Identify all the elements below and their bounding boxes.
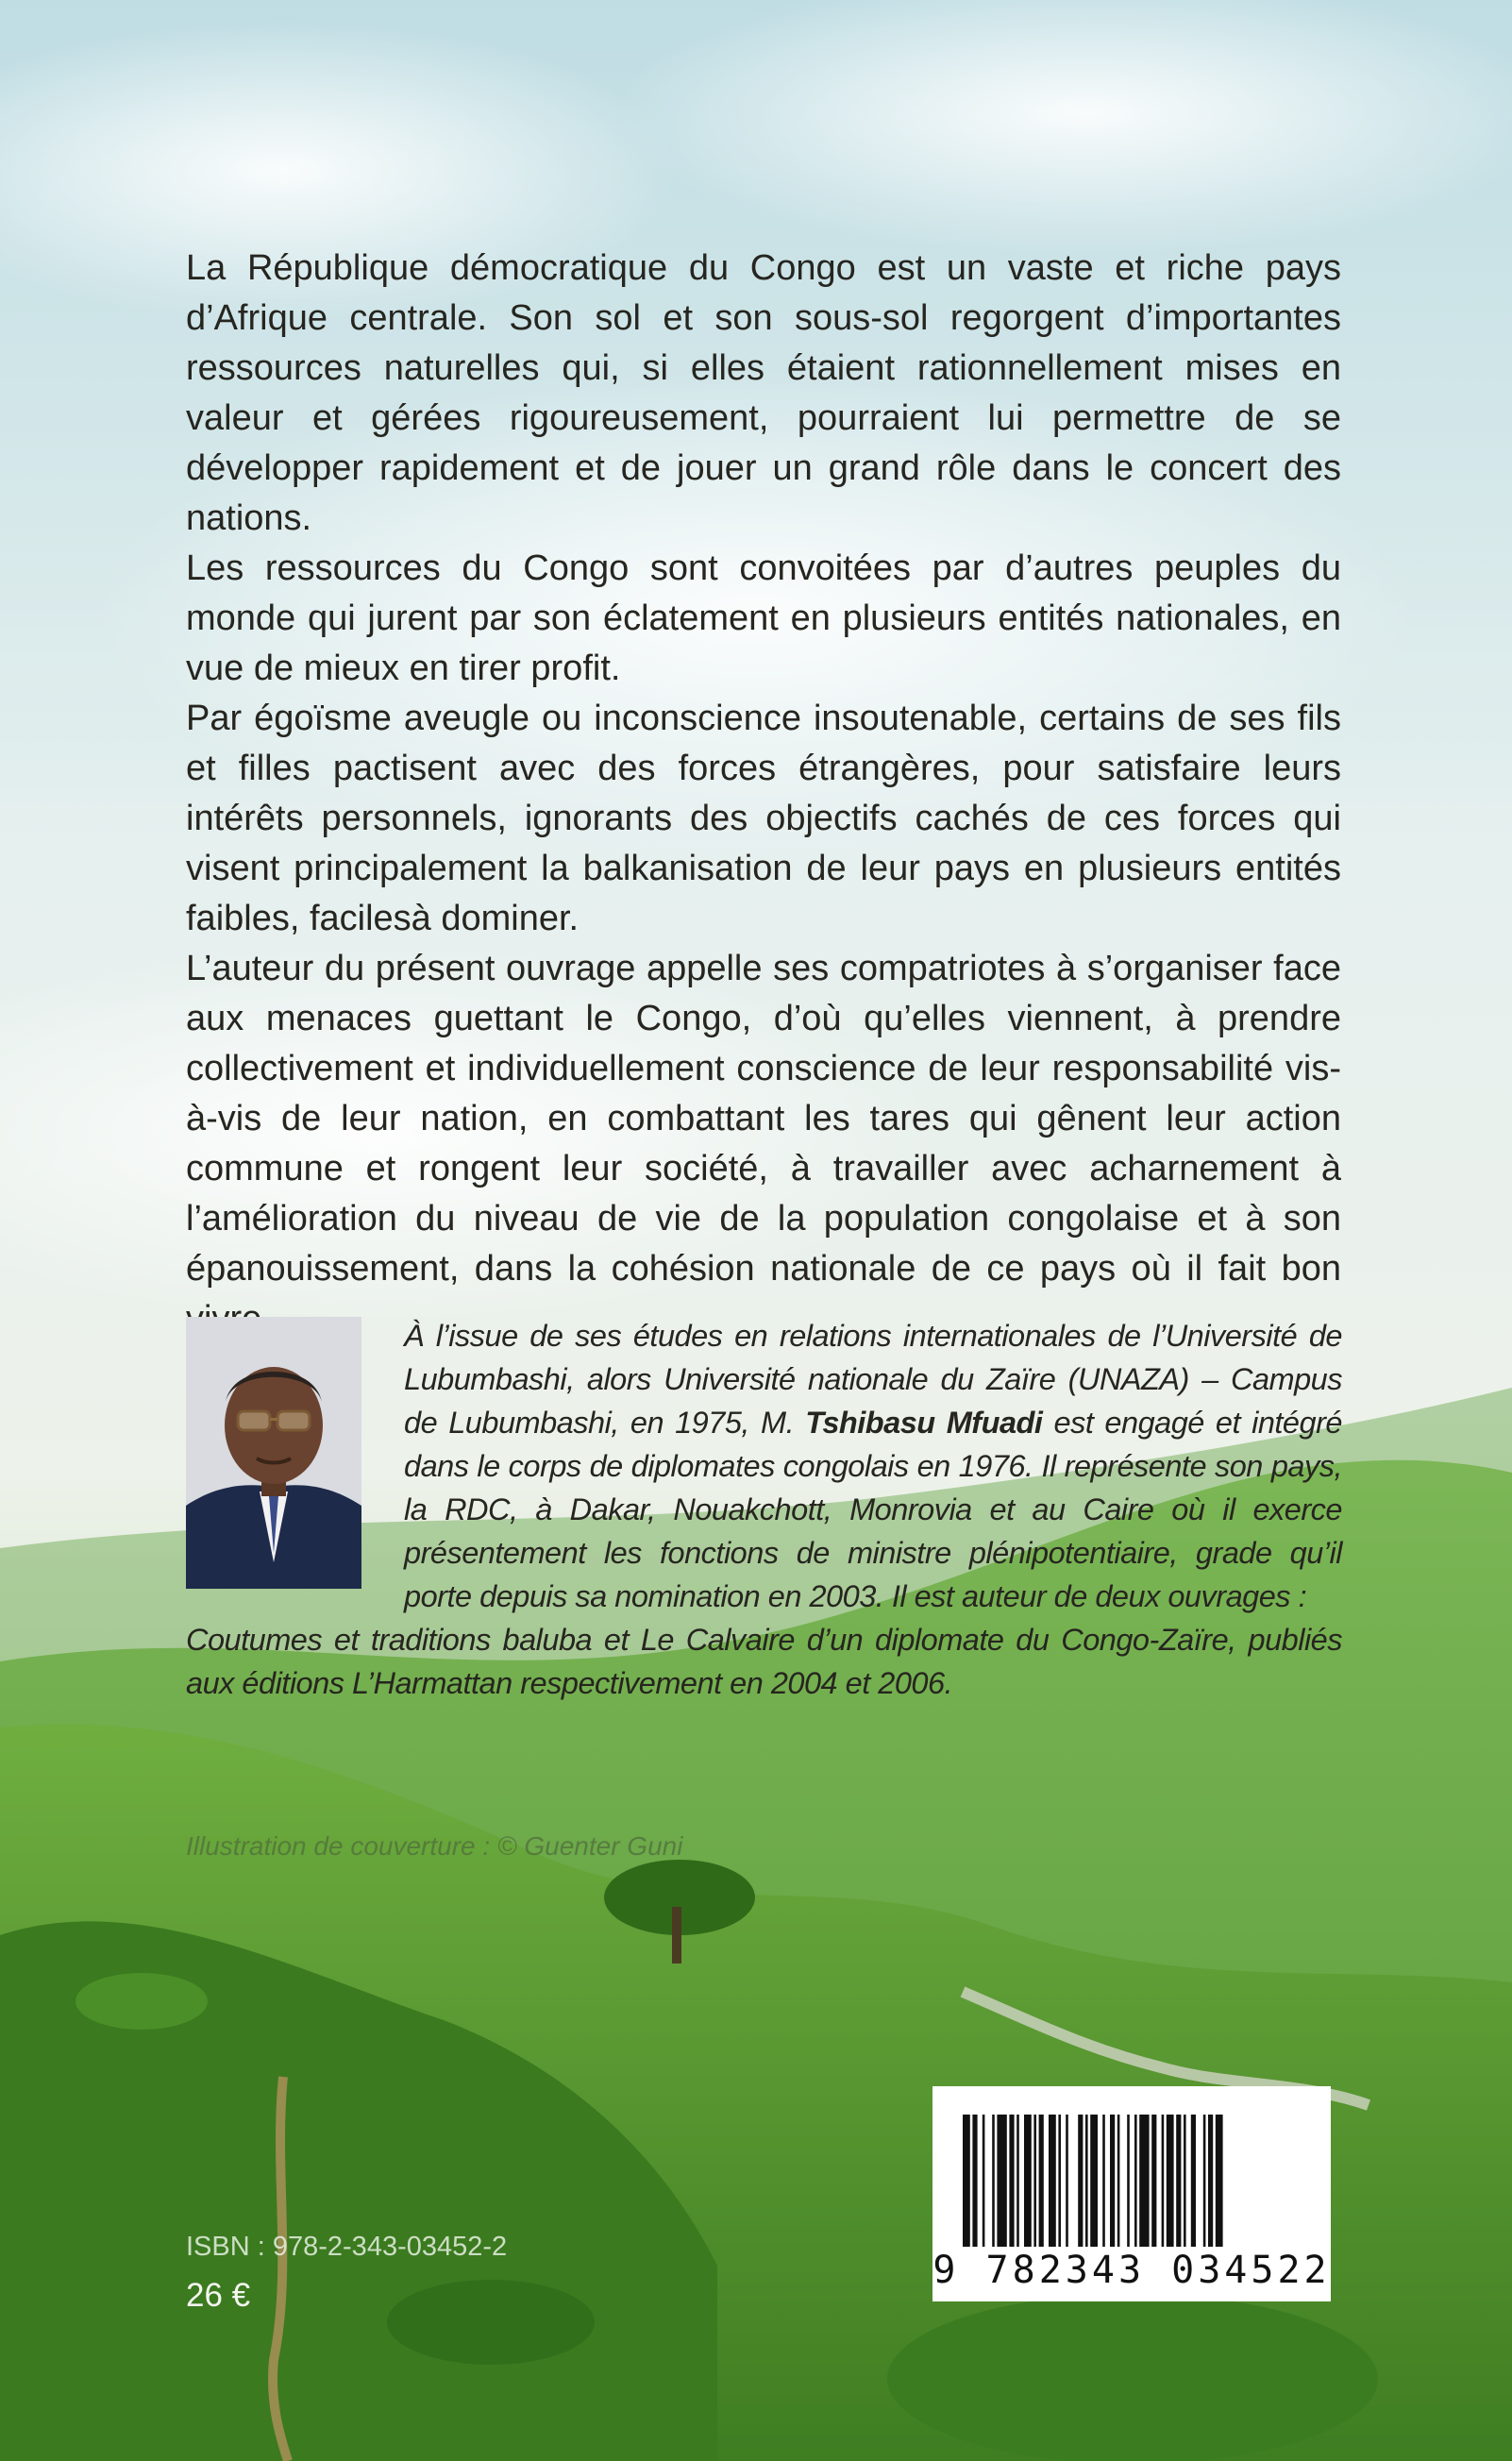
barcode-bar bbox=[1009, 2115, 1014, 2247]
barcode-bar bbox=[1162, 2115, 1165, 2247]
barcode-bar bbox=[972, 2115, 977, 2247]
blurb-paragraph-2: Les ressources du Congo sont convoitées par d’autres peuples du monde qui jurent par son éclatement en plusieurs entités nationales, en vue de mieux en tirer profit. bbox=[186, 548, 1341, 688]
barcode-bar bbox=[1039, 2115, 1044, 2247]
barcode-bar bbox=[1016, 2115, 1019, 2247]
barcode-bar bbox=[992, 2115, 995, 2247]
cover-illustration-credit: Illustration de couverture : © Guenter Guni bbox=[186, 1831, 683, 1861]
back-cover-blurb bbox=[186, 244, 1341, 1344]
barcode-bar bbox=[1139, 2115, 1149, 2247]
barcode-bar bbox=[1102, 2115, 1105, 2247]
barcode-bar bbox=[1085, 2115, 1088, 2247]
author-photo bbox=[186, 1317, 361, 1589]
blurb-paragraph-3: Par égoïsme aveugle ou inconscience insoutenable, certains de ses fils et filles pactisent avec des forces étrangères, pour satisfaire leurs intérêts personnels, ignorants des objectifs cachés de ces forces qui visent principalement la balkanisation de leur pays en plusieurs entités faibles, facilesà dominer. bbox=[186, 699, 1341, 938]
barcode-digits: 9 782343 034522 bbox=[932, 2249, 1331, 2292]
blurb-paragraph-4: L’auteur du présent ouvrage appelle ses compatriotes à s’organiser face aux menaces guettant le Congo, d’où qu’elles viennent, à prendre collectivement et individuellement conscience de leur responsabilité vis-à-vis de leur nation, en combattant les tares qui gênent leur action commune et rongent leur société, à travailler avec acharnement à l’amélioration du niveau de vie de la population congolaise et à son épanouissement, dans la cohésion nationale de ce pays où il fait bon bbox=[186, 949, 1341, 1289]
barcode-bar bbox=[1090, 2115, 1098, 2247]
author-name: Tshibasu Mfuadi bbox=[805, 1406, 1043, 1440]
barcode-bar bbox=[1151, 2115, 1156, 2247]
barcode-bar bbox=[1049, 2115, 1056, 2247]
blurb-paragraph-1: La République démocratique du Congo est un vaste et riche pays d’Afrique centrale. Son sol et son sous-sol regorgent d’importantes ressources naturelles qui, si elles étaient rationnellement mises en valeur et gérées rigoureusement, pourraient lui permettre de se développer rapidement et de jouer un grand rôle dans le concert des nations. bbox=[186, 248, 1341, 538]
barcode-bar bbox=[1208, 2115, 1213, 2247]
price: 26 € bbox=[186, 2277, 251, 2314]
barcode-bar bbox=[1024, 2115, 1032, 2247]
barcode-bar bbox=[1058, 2115, 1061, 2247]
author-bio-career: est engagé et intégré dans le corps de diplomates congolais en 1976. Il représente son pays, la RDC, à Dakar, Nouakchott, Monrovia et au Caire où il exerce présentement les fonctions de ministre plénipotentiaire, grade qu’il porte depuis sa nomination en 2003. Il est auteur de deux ouvrages : bbox=[404, 1406, 1342, 1613]
author-portrait-illustration bbox=[186, 1317, 361, 1589]
author-bio-intro: À l’issue de ses études en relations internationales de l’Université de Lubumbashi, alors Université nationale du Zaïre (UNAZA) – Campus de Lubumbashi, en 1975, M. bbox=[404, 1319, 1342, 1440]
barcode-bar bbox=[1110, 2115, 1115, 2247]
barcode-bar bbox=[1176, 2115, 1181, 2247]
barcode-bar bbox=[1117, 2115, 1120, 2247]
barcode-bar bbox=[1134, 2115, 1137, 2247]
author-bio-works: Coutumes et traditions baluba et Le Calvaire d’un diplomate du Congo-Zaïre, publiés aux éditions L’Harmattan respectivement en 2004 et 2006. bbox=[186, 1623, 1342, 1700]
barcode-bar bbox=[1216, 2115, 1223, 2247]
barcode-bar bbox=[1184, 2115, 1186, 2247]
barcode-bar bbox=[1167, 2115, 1174, 2247]
barcode-bar bbox=[983, 2115, 985, 2247]
barcode-bar bbox=[1066, 2115, 1068, 2247]
author-bio bbox=[404, 1314, 1342, 1618]
barcode bbox=[932, 2086, 1331, 2301]
barcode-bar bbox=[1078, 2115, 1083, 2247]
barcode-bar bbox=[1127, 2115, 1130, 2247]
barcode-bar bbox=[1203, 2115, 1206, 2247]
barcode-bar bbox=[1033, 2115, 1036, 2247]
barcode-bar bbox=[997, 2115, 1006, 2247]
barcode-bar bbox=[1191, 2115, 1196, 2247]
barcode-bar bbox=[963, 2115, 970, 2247]
barcode-bars bbox=[963, 2115, 1301, 2247]
isbn: ISBN : 978-2-343-03452-2 bbox=[186, 2232, 508, 2262]
